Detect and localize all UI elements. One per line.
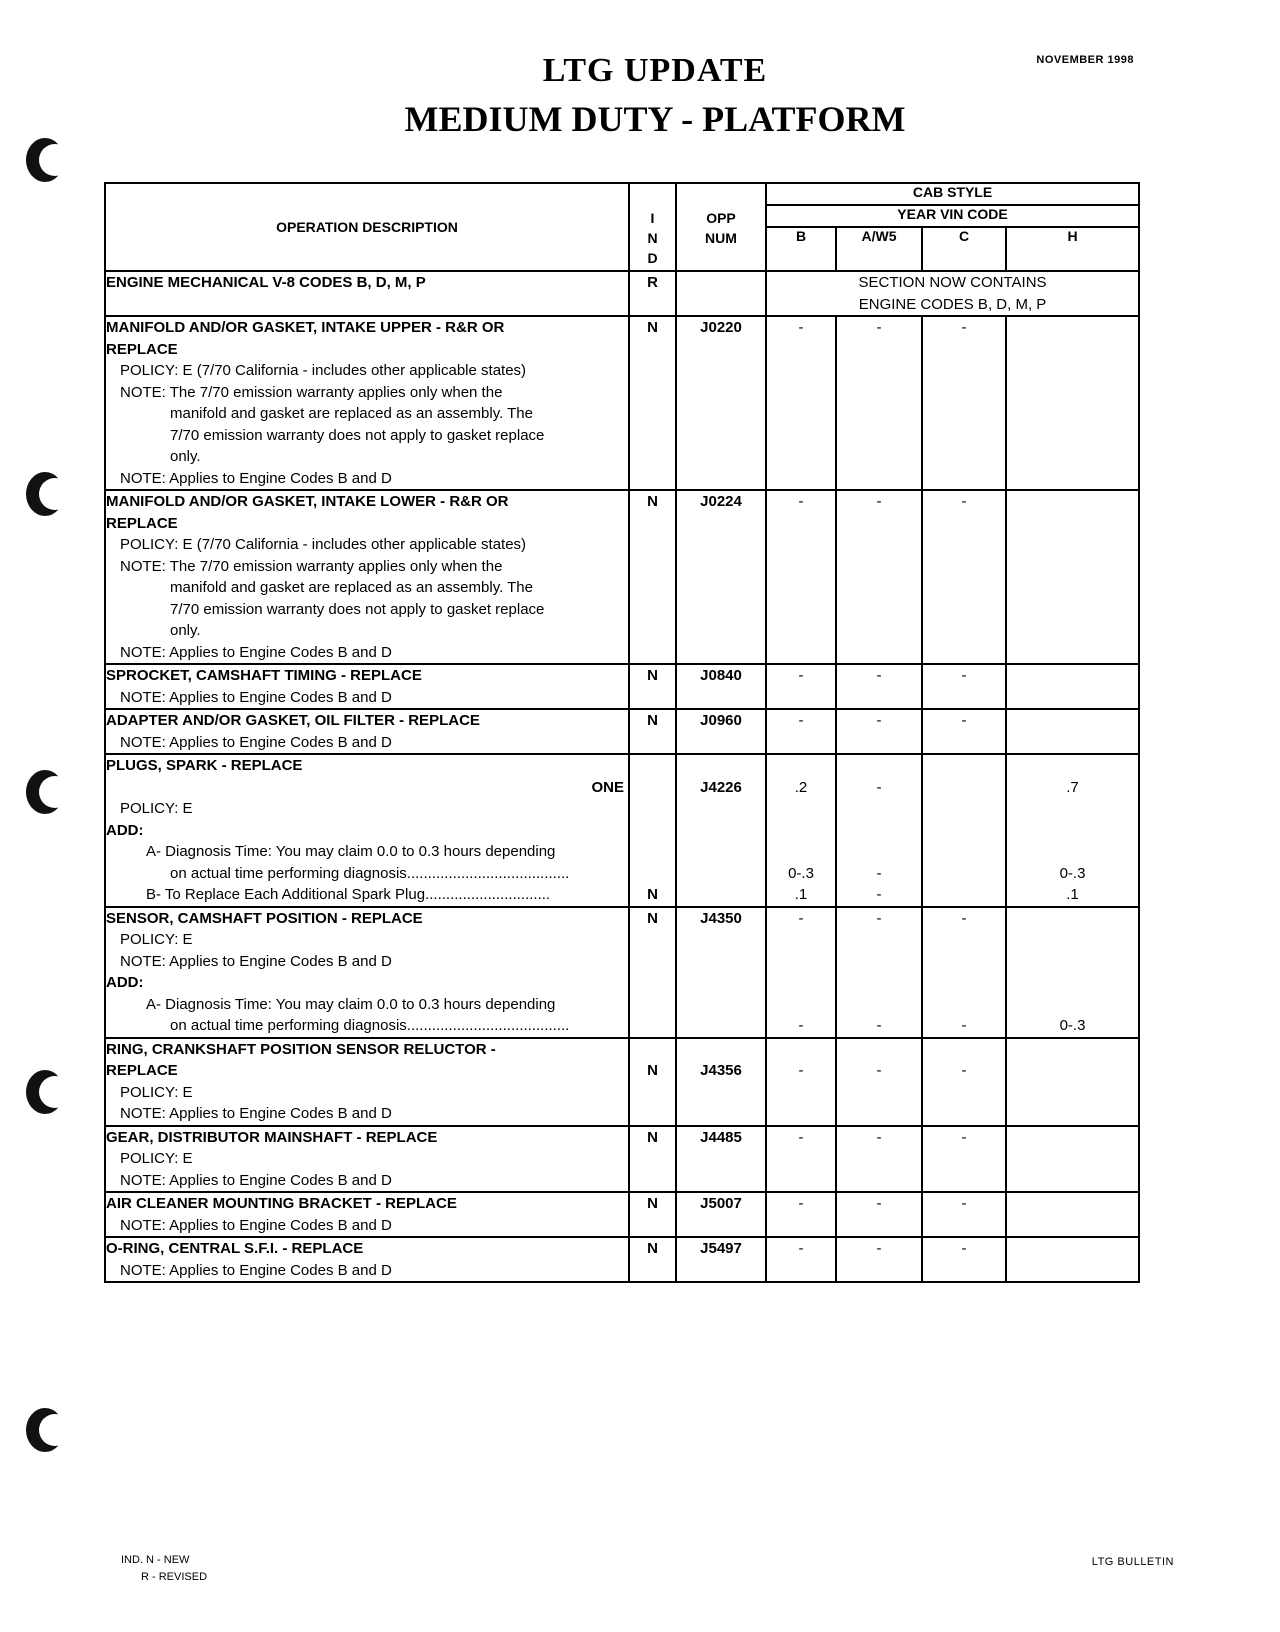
value-line xyxy=(923,929,1005,951)
value-line: - xyxy=(876,886,882,903)
h-cell xyxy=(1006,1192,1139,1237)
page-title: LTG UPDATE xyxy=(542,52,768,89)
opp-num-cell: J0960 xyxy=(676,709,766,754)
description-line: REPLACE xyxy=(106,514,178,532)
value-line xyxy=(630,755,675,777)
c-cell: - xyxy=(922,1126,1006,1193)
description-line: GEAR, DISTRIBUTOR MAINSHAFT - REPLACE xyxy=(106,1128,438,1146)
value-line xyxy=(677,884,765,906)
c-cell: - xyxy=(922,1237,1006,1282)
section-note-line: SECTION NOW CONTAINS xyxy=(858,274,1047,291)
value-line xyxy=(923,755,1005,777)
value-line xyxy=(677,994,765,1016)
b-cell: - xyxy=(766,709,836,754)
value-line xyxy=(630,798,675,820)
value-line xyxy=(923,972,1005,994)
operation-description xyxy=(105,664,629,709)
description-line: O-RING, CENTRAL S.F.I. - REPLACE xyxy=(106,1240,364,1257)
ind-cell: N xyxy=(629,1192,676,1237)
aw5-cell: - xyxy=(836,1192,922,1237)
h-cell xyxy=(1006,907,1139,1038)
description-line: PLUGS, SPARK - REPLACE xyxy=(106,757,303,774)
value-line: .1 xyxy=(1066,886,1079,903)
value-line xyxy=(767,994,835,1016)
description-line: POLICY: E (7/70 California - includes other applicable states) xyxy=(120,362,527,379)
aw5-cell: - xyxy=(836,664,922,709)
operation-description xyxy=(105,907,629,1038)
table-row xyxy=(105,316,1139,490)
value-line xyxy=(677,755,765,777)
c-cell: - xyxy=(922,709,1006,754)
b-cell: - xyxy=(766,490,836,664)
h-cell xyxy=(1006,316,1139,490)
value-line: - xyxy=(961,1017,967,1034)
col-header-b: B xyxy=(766,227,836,271)
table-row xyxy=(105,271,1139,316)
value-line xyxy=(837,820,921,842)
value-line xyxy=(837,994,921,1016)
h-cell xyxy=(1006,1126,1139,1193)
table-row xyxy=(105,490,1139,664)
h-cell xyxy=(1006,754,1139,907)
description-line: on actual time performing diagnosis....................................... xyxy=(170,864,570,882)
description-line: MANIFOLD AND/OR GASKET, INTAKE UPPER - R&R OR xyxy=(106,319,505,336)
value-line: - xyxy=(961,1062,967,1079)
value-line xyxy=(923,994,1005,1016)
ind-cell: N xyxy=(629,490,676,664)
value-line: - xyxy=(798,1062,804,1079)
ind-cell xyxy=(629,1038,676,1126)
description-line: A- Diagnosis Time: You may claim 0.0 to 0.3 hours depending xyxy=(146,843,556,860)
opp-num-cell: J0840 xyxy=(676,664,766,709)
description-line: ONE xyxy=(591,778,624,796)
bulletin-label: LTG BULLETIN xyxy=(1091,1556,1174,1568)
ind-cell: N xyxy=(629,1237,676,1282)
value-line xyxy=(630,820,675,842)
binder-hole xyxy=(26,1408,64,1452)
value-line xyxy=(767,798,835,820)
b-cell xyxy=(766,1038,836,1126)
h-cell xyxy=(1006,664,1139,709)
value-line xyxy=(1007,1060,1138,1082)
c-cell: - xyxy=(922,316,1006,490)
value-line xyxy=(767,841,835,863)
value-line: .1 xyxy=(794,886,808,903)
description-line: AIR CLEANER MOUNTING BRACKET - REPLACE xyxy=(106,1195,457,1212)
aw5-cell: - xyxy=(836,490,922,664)
value-line xyxy=(677,1039,765,1061)
operation-description xyxy=(105,316,629,490)
value-line xyxy=(923,1039,1005,1061)
binder-hole xyxy=(26,770,64,814)
binder-hole xyxy=(26,472,64,516)
b-cell: - xyxy=(766,316,836,490)
operation-description xyxy=(105,1192,629,1237)
value-line xyxy=(767,755,835,777)
value-line xyxy=(837,798,921,820)
description-line: NOTE: Applies to Engine Codes B and D xyxy=(120,643,392,661)
description-line: only. xyxy=(170,448,201,465)
description-line: NOTE: Applies to Engine Codes B and D xyxy=(120,688,392,706)
ind-cell: N xyxy=(629,664,676,709)
value-line xyxy=(677,863,765,885)
value-line: J4226 xyxy=(700,778,742,796)
table-row xyxy=(105,907,1139,1038)
description-line: REPLACE xyxy=(106,340,178,358)
value-line xyxy=(1007,972,1138,994)
description-line: NOTE: Applies to Engine Codes B and D xyxy=(120,733,392,751)
value-line xyxy=(677,1015,765,1037)
operation-description xyxy=(105,754,629,907)
value-line xyxy=(923,863,1005,885)
legend-revised: R - REVISED xyxy=(141,1571,208,1583)
col-header-aw5: A/W5 xyxy=(836,227,922,271)
value-line: N xyxy=(647,909,658,927)
value-line xyxy=(630,951,675,973)
b-cell: - xyxy=(766,1126,836,1193)
b-cell: - xyxy=(766,664,836,709)
value-line xyxy=(677,841,765,863)
binder-hole xyxy=(26,1070,64,1114)
description-line: manifold and gasket are replaced as an assembly. The xyxy=(170,579,533,596)
operation-description xyxy=(105,1126,629,1193)
value-line xyxy=(630,841,675,863)
b-cell xyxy=(766,907,836,1038)
description-line: 7/70 emission warranty does not apply to gasket replace xyxy=(170,600,545,618)
value-line xyxy=(923,884,1005,906)
h-cell xyxy=(1006,1038,1139,1126)
col-header-year-vin-code: YEAR VIN CODE xyxy=(766,205,1139,227)
ind-cell: N xyxy=(629,316,676,490)
value-line xyxy=(630,863,675,885)
section-note-line: ENGINE CODES B, D, M, P xyxy=(858,295,1047,313)
description-line: REPLACE xyxy=(106,1062,178,1079)
value-line xyxy=(1007,951,1138,973)
value-line xyxy=(1007,755,1138,777)
value-line xyxy=(630,994,675,1016)
value-line xyxy=(767,929,835,951)
aw5-cell xyxy=(836,754,922,907)
aw5-cell xyxy=(836,1038,922,1126)
operation-description xyxy=(105,271,629,316)
description-line: POLICY: E xyxy=(120,931,193,948)
value-line: J4350 xyxy=(700,909,742,927)
value-line xyxy=(677,929,765,951)
value-line: 0-.3 xyxy=(788,864,814,882)
value-line xyxy=(923,820,1005,842)
col-header-operation-description: OPERATION DESCRIPTION xyxy=(105,183,629,271)
value-line: .2 xyxy=(794,778,808,796)
bulletin-date: NOVEMBER 1998 xyxy=(1036,54,1134,66)
opp-num-cell xyxy=(676,271,766,316)
description-line: NOTE: The 7/70 emission warranty applies only when the xyxy=(120,383,503,401)
col-header-cab-style: CAB STYLE xyxy=(766,183,1139,205)
labor-time-table xyxy=(104,182,1140,1283)
table-row xyxy=(105,1126,1139,1193)
value-line: - xyxy=(876,778,882,796)
value-line xyxy=(923,841,1005,863)
description-line: only. xyxy=(170,622,201,639)
value-line xyxy=(837,929,921,951)
value-line xyxy=(767,951,835,973)
description-line: manifold and gasket are replaced as an assembly. The xyxy=(170,405,533,422)
value-line: 0-.3 xyxy=(1059,1017,1086,1034)
value-line xyxy=(1007,820,1138,842)
aw5-cell xyxy=(836,907,922,1038)
legend-new: IND. N - NEW xyxy=(121,1554,190,1566)
ind-cell xyxy=(629,754,676,907)
ind-cell xyxy=(629,907,676,1038)
b-cell xyxy=(766,754,836,907)
value-line xyxy=(677,798,765,820)
value-line: - xyxy=(961,909,967,927)
value-line xyxy=(630,777,675,799)
value-line xyxy=(630,1015,675,1037)
value-line xyxy=(1007,994,1138,1016)
value-line xyxy=(1007,841,1138,863)
description-line: B- To Replace Each Additional Spark Plug.............................. xyxy=(146,886,551,903)
value-line xyxy=(1007,908,1138,930)
ind-cell: N xyxy=(629,1126,676,1193)
description-line: ADAPTER AND/OR GASKET, OIL FILTER - REPLACE xyxy=(106,712,480,729)
section-note xyxy=(766,271,1139,316)
opp-num-cell xyxy=(676,754,766,907)
description-line: 7/70 emission warranty does not apply to gasket replace xyxy=(170,426,545,444)
opp-num-cell xyxy=(676,907,766,1038)
description-line: NOTE: Applies to Engine Codes B and D xyxy=(120,1261,392,1279)
description-line: RING, CRANKSHAFT POSITION SENSOR RELUCTOR - xyxy=(106,1040,496,1058)
description-line: POLICY: E xyxy=(120,800,193,817)
value-line xyxy=(837,1039,921,1061)
opp-num-cell: J5007 xyxy=(676,1192,766,1237)
value-line xyxy=(630,929,675,951)
table-row xyxy=(105,1038,1139,1126)
value-line xyxy=(837,755,921,777)
aw5-cell: - xyxy=(836,709,922,754)
value-line xyxy=(923,777,1005,799)
description-line: POLICY: E xyxy=(120,1083,193,1101)
table-row xyxy=(105,1192,1139,1237)
opp-num-cell: J5497 xyxy=(676,1237,766,1282)
value-line xyxy=(677,972,765,994)
description-line: SENSOR, CAMSHAFT POSITION - REPLACE xyxy=(106,909,423,927)
table-row xyxy=(105,1237,1139,1282)
aw5-cell: - xyxy=(836,1237,922,1282)
value-line xyxy=(767,820,835,842)
description-line: POLICY: E xyxy=(120,1150,193,1167)
description-line: NOTE: Applies to Engine Codes B and D xyxy=(120,1105,392,1122)
value-line: .7 xyxy=(1066,778,1079,796)
value-line: N xyxy=(647,1062,658,1079)
value-line: - xyxy=(798,909,804,927)
col-header-c: C xyxy=(922,227,1006,271)
indicator-legend xyxy=(121,1552,207,1586)
description-line: MANIFOLD AND/OR GASKET, INTAKE LOWER - R&R OR xyxy=(106,493,509,510)
value-line xyxy=(837,841,921,863)
c-cell: - xyxy=(922,1192,1006,1237)
value-line: - xyxy=(876,864,882,882)
col-header-h: H xyxy=(1006,227,1139,271)
value-line xyxy=(677,951,765,973)
b-cell: - xyxy=(766,1192,836,1237)
c-cell xyxy=(922,754,1006,907)
value-line xyxy=(923,798,1005,820)
description-line: ADD: xyxy=(106,821,144,839)
h-cell xyxy=(1006,1237,1139,1282)
value-line: 0-.3 xyxy=(1059,864,1086,882)
value-line xyxy=(837,951,921,973)
value-line: - xyxy=(876,1017,882,1034)
value-line xyxy=(1007,929,1138,951)
value-line xyxy=(767,1039,835,1061)
c-cell: - xyxy=(922,664,1006,709)
c-cell xyxy=(922,907,1006,1038)
description-line: A- Diagnosis Time: You may claim 0.0 to 0.3 hours depending xyxy=(146,995,556,1013)
description-line: POLICY: E (7/70 California - includes other applicable states) xyxy=(120,536,527,553)
value-line xyxy=(923,951,1005,973)
operation-description xyxy=(105,709,629,754)
value-line: N xyxy=(647,886,658,903)
value-line xyxy=(837,972,921,994)
description-line: NOTE: Applies to Engine Codes B and D xyxy=(120,469,392,487)
b-cell: - xyxy=(766,1237,836,1282)
operation-description xyxy=(105,1237,629,1282)
value-line xyxy=(767,972,835,994)
ind-cell: R xyxy=(629,271,676,316)
h-cell xyxy=(1006,709,1139,754)
opp-num-cell: J0220 xyxy=(676,316,766,490)
description-line: ENGINE MECHANICAL V-8 CODES B, D, M, P xyxy=(106,274,426,291)
description-line: NOTE: Applies to Engine Codes B and D xyxy=(120,952,392,970)
description-line: NOTE: Applies to Engine Codes B and D xyxy=(120,1216,392,1234)
opp-num-cell xyxy=(676,1038,766,1126)
description-line: on actual time performing diagnosis....................................... xyxy=(170,1017,570,1034)
value-line: J4356 xyxy=(700,1062,742,1079)
description-line: ADD: xyxy=(106,974,144,991)
description-line: NOTE: Applies to Engine Codes B and D xyxy=(120,1171,392,1189)
description-line: NOTE: The 7/70 emission warranty applies only when the xyxy=(120,557,503,575)
opp-num-cell: J0224 xyxy=(676,490,766,664)
binder-hole xyxy=(26,138,64,182)
value-line xyxy=(1007,798,1138,820)
value-line xyxy=(630,972,675,994)
c-cell xyxy=(922,1038,1006,1126)
value-line: - xyxy=(876,909,882,927)
aw5-cell: - xyxy=(836,1126,922,1193)
ind-cell: N xyxy=(629,709,676,754)
value-line: - xyxy=(876,1062,882,1079)
opp-num-cell: J4485 xyxy=(676,1126,766,1193)
value-line: - xyxy=(798,1017,804,1034)
table-row xyxy=(105,664,1139,709)
value-line xyxy=(677,820,765,842)
value-line xyxy=(630,1039,675,1061)
col-header-ind: I N D xyxy=(629,183,676,271)
table-row xyxy=(105,754,1139,907)
h-cell xyxy=(1006,490,1139,664)
table-row xyxy=(105,709,1139,754)
page-subtitle: MEDIUM DUTY - PLATFORM xyxy=(404,99,906,139)
operation-description xyxy=(105,1038,629,1126)
operation-description xyxy=(105,490,629,664)
aw5-cell: - xyxy=(836,316,922,490)
c-cell: - xyxy=(922,490,1006,664)
col-header-opp-num: OPP NUM xyxy=(676,183,766,271)
value-line xyxy=(1007,1039,1138,1061)
description-line: SPROCKET, CAMSHAFT TIMING - REPLACE xyxy=(106,667,422,684)
